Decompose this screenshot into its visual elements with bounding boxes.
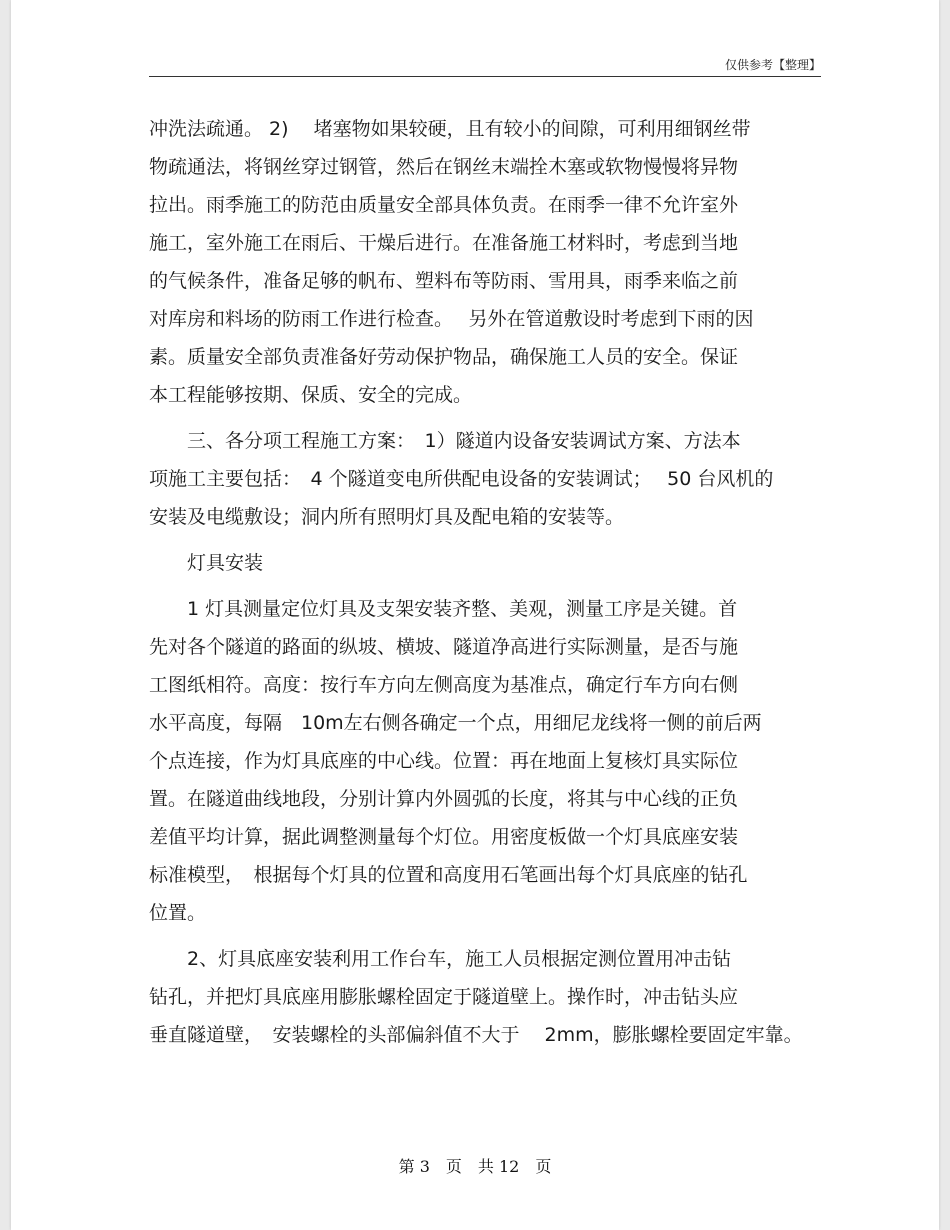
- text-line: 项施工主要包括： 4 个隧道变电所供配电设备的安装调试； 50 台风机的: [149, 468, 774, 490]
- text-line: 安装及电缆敷设；洞内所有照明灯具及配电箱的安装等。: [149, 506, 625, 528]
- text-line: 置。在隧道曲线地段，分别计算内外圆弧的长度，将其与中心线的正负: [149, 788, 739, 810]
- document-page: [11, 0, 939, 1230]
- text-line: 施工，室外施工在雨后、干燥后进行。在准备施工材料时，考虑到当地: [149, 232, 739, 254]
- text-line: 三、各分项工程施工方案： 1）隧道内设备安装调试方案、方法本: [149, 430, 741, 452]
- text-line: 冲洗法疏通。 2) 堵塞物如果较硬，且有较小的间隙，可利用细钢丝带: [149, 118, 751, 140]
- page-header-text: 仅供参考【整理】: [724, 58, 821, 72]
- text-line: 物疏通法，将钢丝穿过钢管，然后在钢丝末端拴木塞或软物慢慢将异物: [149, 156, 739, 178]
- text-line: 对库房和料场的防雨工作进行检查。 另外在管道敷设时考虑到下雨的因: [149, 308, 754, 330]
- page-footer-number: 第 3 页 共 12 页: [398, 1157, 552, 1176]
- text-line: 工图纸相符。高度：按行车方向左侧高度为基准点，确定行车方向右侧: [149, 674, 739, 696]
- text-line: 垂直隧道壁， 安装螺栓的头部偏斜值不大于 2mm，膨胀螺栓要固定牢靠。: [149, 1024, 803, 1046]
- text-line: 差值平均计算，据此调整测量每个灯位。用密度板做一个灯具底座安装: [149, 826, 739, 848]
- text-line: 的气候条件，准备足够的帆布、塑料布等防雨、雪用具，雨季来临之前: [149, 270, 739, 292]
- text-line: 个点连接，作为灯具底座的中心线。位置：再在地面上复核灯具实际位: [149, 750, 739, 772]
- header-divider: [149, 76, 821, 77]
- text-line: 拉出。雨季施工的防范由质量安全部具体负责。在雨季一律不允许室外: [149, 194, 739, 216]
- text-line: 钻孔，并把灯具底座用膨胀螺栓固定于隧道壁上。操作时，冲击钻头应: [149, 986, 739, 1008]
- text-line: 位置。: [149, 902, 207, 924]
- section-heading: 灯具安装: [149, 552, 264, 574]
- text-line: 先对各个隧道的路面的纵坡、横坡、隧道净高进行实际测量，是否与施: [149, 636, 739, 658]
- text-line: 标准模型， 根据每个灯具的位置和高度用石笔画出每个灯具底座的钻孔: [149, 864, 748, 886]
- body-text: [149, 110, 821, 1054]
- text-line: 1 灯具测量定位灯具及支架安装齐整、美观，测量工序是关键。首: [149, 598, 738, 620]
- text-line: 水平高度，每隔 10m左右侧各确定一个点，用细尼龙线将一侧的前后两: [149, 712, 762, 734]
- text-line: 2、灯具底座安装利用工作台车，施工人员根据定测位置用冲击钻: [149, 948, 732, 970]
- text-line: 素。质量安全部负责准备好劳动保护物品，确保施工人员的安全。保证: [149, 346, 739, 368]
- text-line: 本工程能够按期、保质、安全的完成。: [149, 384, 473, 406]
